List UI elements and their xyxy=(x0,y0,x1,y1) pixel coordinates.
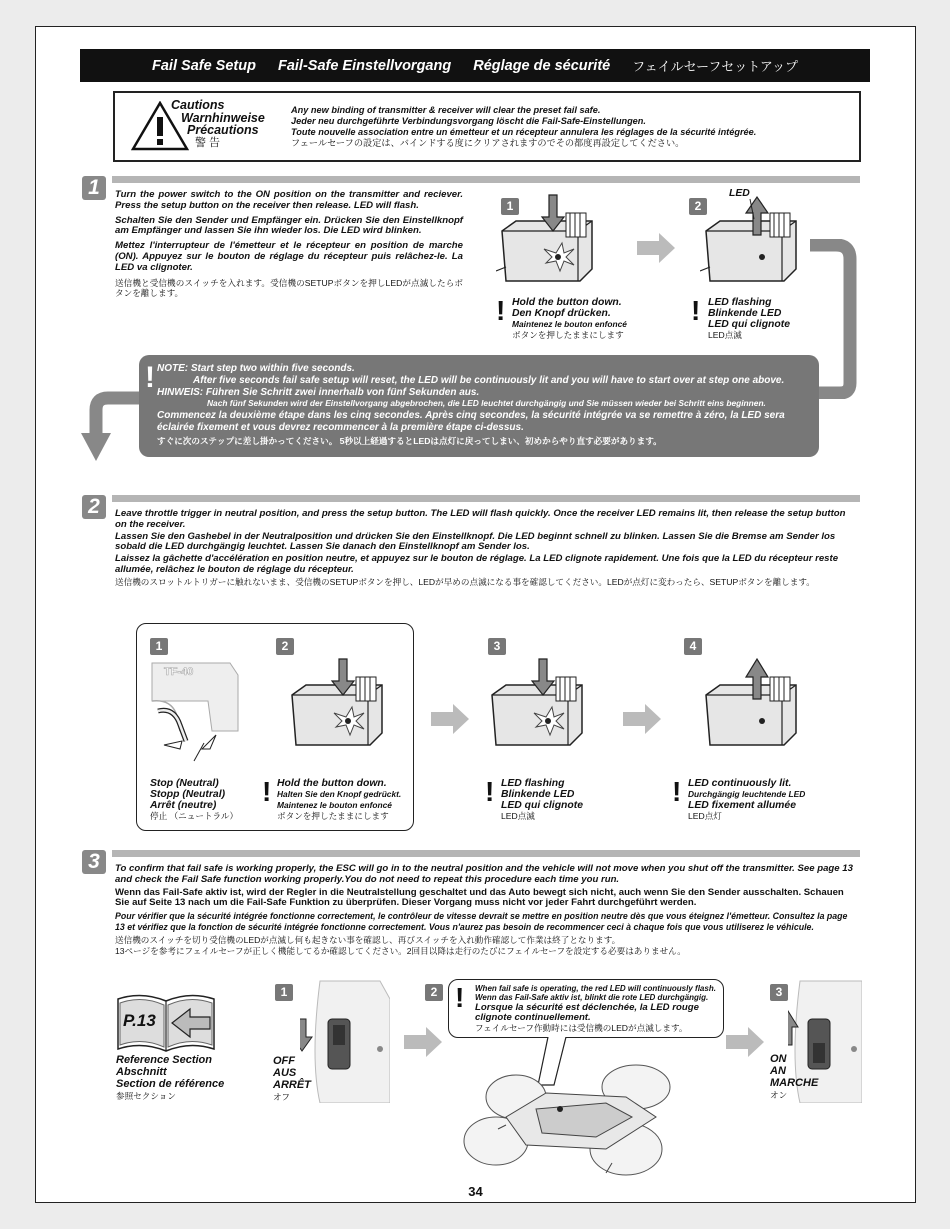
step-1-fr: Mettez l'interrupteur de l'émetteur et le récepteur en position de marche (ON). Appuyez sur le bouton de réglage du récepteur puis relâchez-le. La LED va clignoter. xyxy=(115,240,463,273)
caption-line: ボタンを押したままにします xyxy=(277,811,389,821)
caption-line: Stop (Neutral) xyxy=(150,778,219,789)
note-de-body: Nach fünf Sekunden wird der Einstellvorgang abgebrochen, die LED leuchtet durchgängig und Sie müssen wieder bei Schritt eins beginnen. xyxy=(207,398,766,409)
caution-box xyxy=(113,91,861,162)
caption-line: ボタンを押したままにします xyxy=(512,330,624,340)
flow-arrow-down-left xyxy=(80,391,146,463)
step-2-sub-4-number: 4 xyxy=(684,638,702,655)
caption-line: Durchgängig leuchtende LED xyxy=(688,789,806,799)
step-2-fr: Laissez la gâchette d'accélération en position neutre, et appuyez sur le bouton de réglage. La LED clignote rapidement. Une fois que la LED du récepteur reste allumée, relâchez le bouton de réglage du récepteur. xyxy=(115,553,839,575)
caption-line: Blinkende LED xyxy=(501,789,575,800)
note-text xyxy=(157,363,817,448)
caption-line: Hold the button down. xyxy=(277,778,387,789)
caption-line: 停止 （ニュートラル） xyxy=(150,811,239,821)
step-3-number: 3 xyxy=(82,850,106,874)
step-2-text xyxy=(115,509,859,592)
note-box xyxy=(139,355,819,457)
caution-text xyxy=(291,105,756,149)
exclamation-icon: ! xyxy=(455,982,465,1013)
step-2-en: Leave throttle trigger in neutral position, and press the setup button. The LED will flash quickly. Once the receiver LED remains lit, then release the setup button on the receiver. xyxy=(115,508,846,530)
transmitter-switch-off-illustration xyxy=(300,979,390,1103)
caption-line: LED点滅 xyxy=(501,811,535,821)
step-3-fr: Pour vérifier que la sécurité intégrée fonctionne correctement, le contrôleur de vitesse devrait se mettre en position neutre dès que vous éteignez l'émetteur. Consultez la page 13 et vérifiez que la fonction de sécurité intégrée fonctionne correctement. Vous n'aurez pas besoin de recommencer ceci à chaque fois que vous utiliserez le véhicule. xyxy=(115,911,848,932)
step-2-bar xyxy=(112,495,860,502)
exclamation-icon: ! xyxy=(691,295,701,326)
step-1-text xyxy=(115,190,463,303)
caption-line: 参照セクション xyxy=(116,1091,176,1101)
caption-line: LED flashing xyxy=(501,778,565,789)
caption-line: LED continuously lit. xyxy=(688,778,792,789)
step-1-en: Turn the power switch to the ON position on the transmitter and reciever. Press the setup button on the receiver then release. LED will flash. xyxy=(115,189,463,211)
callout-line-de: Wenn das Fail-Safe aktiv ist, blinkt die rote LED durchgängig. xyxy=(475,993,709,1003)
transmitter-trigger-illustration xyxy=(150,661,250,771)
step-2-sub-3-caption xyxy=(501,778,583,822)
caption-line: Hold the button down. xyxy=(512,297,622,308)
caution-label-jp: 警 告 xyxy=(195,136,221,149)
caution-line-jp: フェールセーフの設定は、バインドする度にクリアされますのでその都度再設定してください。 xyxy=(291,138,685,148)
arrow-right-icon xyxy=(431,704,469,734)
step-1-sub-1-number: 1 xyxy=(501,198,519,215)
caption-line: ON xyxy=(770,1053,787,1065)
note-en-heading: NOTE: Start step two within five seconds. xyxy=(157,363,355,374)
note-fr: Commencez la deuxième étape dans les cinq secondes. Après cinq secondes, la sécurité intégrée va se remettre à zéro, la LED sera éclairée fixement et vous devrez recommencer à la première étape ci-dessus. xyxy=(157,410,785,433)
step-2-sub-2-caption xyxy=(277,778,401,822)
step-3-de: Wenn das Fail-Safe aktiv ist, wird der Regler in die Neutralstellung geschaltet und das Auto bewegt sich nicht, auch wenn Sie den Sender ausschalten. Schauen Sie auf Seite 13 nach um die Fail-Safe Funktion zu überprüfen. Dieser Vorgang muss nicht vor jeder Fahrt durchgeführt werden. xyxy=(115,886,844,909)
note-en-body: After five seconds fail safe setup will reset, the LED will be continuously lit and you will have to start over at step one above. xyxy=(193,374,785,386)
step-2-sub-3-number: 3 xyxy=(488,638,506,655)
transmitter-model-label: TF-40 xyxy=(164,666,194,678)
exclamation-icon: ! xyxy=(262,776,272,807)
step-1-jp: 送信機と受信機のスイッチを入れます。受信機のSETUPボタンを押しLEDが点滅したらボタンを離します。 xyxy=(115,277,463,299)
title-en: Fail Safe Setup xyxy=(152,57,256,74)
off-caption xyxy=(273,1055,311,1103)
page-number: 34 xyxy=(468,1184,483,1199)
caption-line: Arrêt (neutre) xyxy=(150,800,217,811)
caution-line-de: Jeder neu durchgeführte Verbindungsvorgang löscht die Fail-Safe-Einstellungen. xyxy=(291,116,646,126)
rc-buggy-illustration xyxy=(456,1037,696,1187)
step-2-number: 2 xyxy=(82,495,106,519)
caption-line: LED qui clignote xyxy=(501,800,583,811)
caption-line: オフ xyxy=(273,1092,290,1102)
caption-line: LED flashing xyxy=(708,297,772,308)
callout-text xyxy=(475,984,723,1033)
caption-line: Den Knopf drücken. xyxy=(512,308,611,319)
manual-page xyxy=(35,26,916,1203)
caption-line: Halten Sie den Knopf gedrückt. xyxy=(277,789,402,799)
step-3-jp-2: 13ページを参考にフェイルセーフが正しく機能してるか確認してください。2回目以降は走行のたびにフェイルセーフを設定する必要はありません。 xyxy=(115,945,686,956)
caption-line: MARCHE xyxy=(770,1077,819,1089)
step-3-en: To confirm that fail safe is working properly, the ESC will go in to the neutral position and the vehicle will not move when you shut off the transmitter. See page 13 and check the Fail Safe function working properly.You do not need to repeat this procedure each time you run. xyxy=(115,863,853,885)
on-caption xyxy=(770,1053,818,1101)
step-1-de: Schalten Sie den Sender und Empfänger ein. Drücken Sie den Einstellknopf am Empfänger und lassen Sie ihn wieder los. Die LED wird blinken. xyxy=(115,214,463,237)
step-3-sub-1-number: 1 xyxy=(275,984,293,1001)
caption-line: LED点滅 xyxy=(708,330,742,340)
receiver-press-illustration xyxy=(496,191,606,301)
caption-line: Section de référence xyxy=(116,1078,225,1090)
caption-line: Reference Section xyxy=(116,1054,212,1066)
step-2-de: Lassen Sie den Gashebel in der Neutralposition und drücken Sie den Einstellknopf. Die LED beginnt schnell zu blinken. Lassen Sie die Bremse am Sender los sobald die LED durchgängig leuchtet. Lassen Sie danach den Einstellknopf am Sender los. xyxy=(115,530,836,553)
reference-section-caption xyxy=(116,1054,224,1102)
exclamation-icon: ! xyxy=(496,295,506,326)
caption-line: AUS xyxy=(273,1067,297,1079)
caption-line: AN xyxy=(770,1065,786,1077)
callout-line-fr: Lorsque la sécurité est déclenchée, la LED rouge clignote continuellement. xyxy=(475,1001,699,1024)
exclamation-icon: ! xyxy=(485,776,495,807)
arrow-right-icon xyxy=(404,1027,442,1057)
caption-line: ARRÊT xyxy=(273,1079,311,1091)
caution-line-fr: Toute nouvelle association entre un émetteur et un récepteur annulera les réglages de la sécurité intégrée. xyxy=(291,127,757,137)
section-title-bar xyxy=(80,49,870,82)
title-fr: Réglage de sécurité xyxy=(473,57,611,74)
caution-label-fr: Précautions xyxy=(187,123,259,137)
arrow-right-icon xyxy=(726,1027,764,1057)
note-de-heading: HINWEIS: Führen Sie Schritt zwei innerhalb von fünf Sekunden aus. xyxy=(157,386,480,398)
led-label: LED xyxy=(729,188,750,199)
reference-page-label: P.13 xyxy=(123,1011,156,1030)
callout-line-jp: フェイルセーフ作動時には受信機のLEDが点滅します。 xyxy=(475,1022,688,1033)
step-2-sub-1-caption xyxy=(150,778,238,822)
step-1-sub-2-number: 2 xyxy=(689,198,707,215)
receiver-press-illustration xyxy=(286,655,396,765)
step-2-jp: 送信機のスロットルトリガーに触れないまま、受信機のSETUPボタンを押し、LEDが早めの点滅になる事を確認してください。LEDが点灯に変わったら、SETUPボタンを離します。 xyxy=(115,576,815,587)
step-3-sub-2-number: 2 xyxy=(425,984,443,1001)
caption-line: LED qui clignote xyxy=(708,319,790,330)
step-1-sub-2-caption xyxy=(708,297,790,341)
title-jp: フェイルセーフセットアップ xyxy=(632,59,798,74)
callout-line-en: When fail safe is operating, the red LED will continuously flash. xyxy=(475,984,716,993)
step-3-text xyxy=(115,864,859,960)
caption-line: Maintenez le bouton enfoncé xyxy=(512,319,627,329)
caution-label-en: Cautions xyxy=(171,98,225,112)
caution-line-en: Any new binding of transmitter & receiver will clear the preset fail safe. xyxy=(291,105,601,115)
caption-line: LED点灯 xyxy=(688,811,722,821)
caption-line: Maintenez le bouton enfoncé xyxy=(277,800,392,810)
receiver-led-flashing-illustration xyxy=(486,655,596,765)
step-1-bar xyxy=(112,176,860,183)
caution-label-de: Warnhinweise xyxy=(181,110,265,125)
caution-labels xyxy=(171,99,265,149)
caption-line: LED fixement allumée xyxy=(688,800,796,811)
step-1-number: 1 xyxy=(82,176,106,200)
caption-line: オン xyxy=(770,1090,788,1100)
step-3-bar xyxy=(112,850,860,857)
caption-line: Blinkende LED xyxy=(708,308,782,319)
caption-line: OFF xyxy=(273,1055,295,1067)
note-jp: すぐに次のステップに差し掛かってください。 5秒以上経過するとLEDは点灯に戻ってしまい、初めからやり直す必要があります。 xyxy=(157,435,662,446)
caption-line: Stopp (Neutral) xyxy=(150,789,226,800)
fail-safe-callout xyxy=(448,979,724,1038)
step-1-sub-1-caption xyxy=(512,297,627,341)
exclamation-icon: ! xyxy=(145,361,155,394)
receiver-led-lit-illustration xyxy=(700,655,810,765)
step-3-sub-3-number: 3 xyxy=(770,984,788,1001)
arrow-right-icon xyxy=(623,704,661,734)
step-3-jp-1: 送信機のスイッチを切り受信機のLEDが点滅し何も起きない事を確認し、再びスイッチを入れ動作確認して作業は終了となります。 xyxy=(115,934,621,945)
arrow-right-icon xyxy=(637,233,675,263)
receiver-led-flashing-illustration xyxy=(700,191,810,301)
exclamation-icon: ! xyxy=(672,776,682,807)
step-2-sub-2-number: 2 xyxy=(276,638,294,655)
title-de: Fail-Safe Einstellvorgang xyxy=(277,57,452,74)
step-2-sub-1-number: 1 xyxy=(150,638,168,655)
caption-line: Abschnitt xyxy=(116,1066,167,1078)
step-2-sub-4-caption xyxy=(688,778,805,822)
